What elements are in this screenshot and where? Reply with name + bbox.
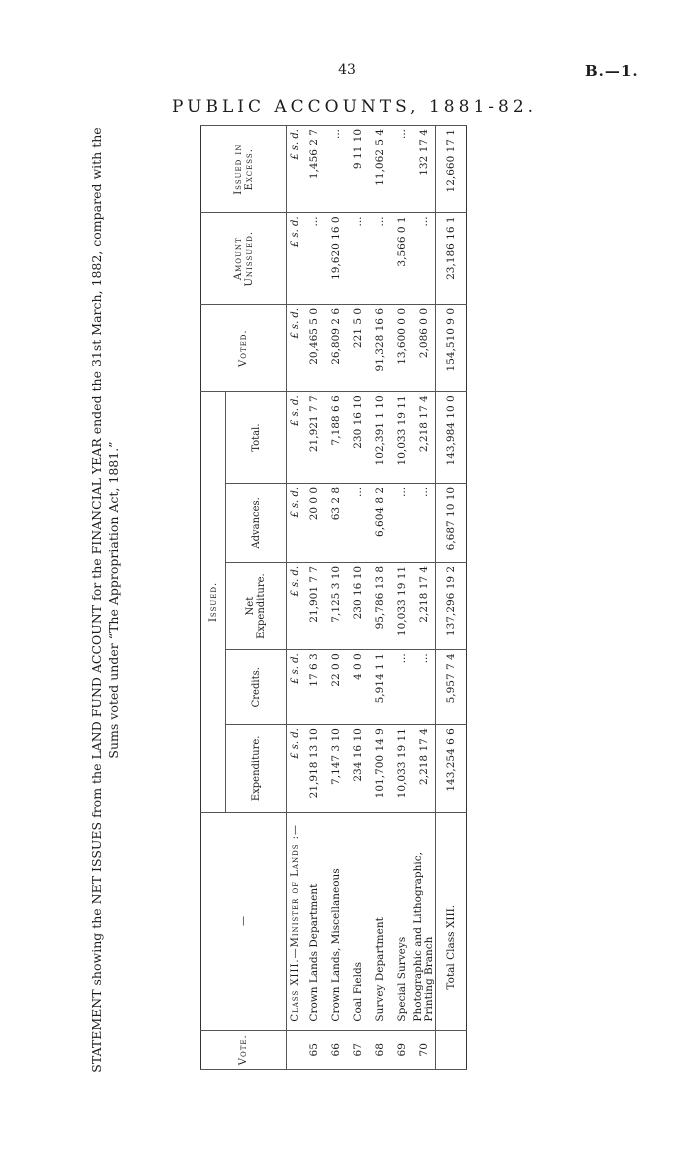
table-body [287,126,467,1070]
row-adv-value: 6,604 8 2 [369,483,391,562]
table-row [347,126,369,1070]
statement-title [88,50,122,1150]
row-exp-value: 7,147 3 10 [325,725,347,812]
total-net-value: 137,296 19 2 [436,562,467,649]
table-row [303,126,325,1070]
header-issued: Issued. [201,392,226,812]
unit-label: £ s. d. [287,562,304,649]
class-heading: Class XIII.—Minister of Lands :— [287,812,304,1030]
row-unissued-value: ... [413,213,436,305]
statement-title-line-1: STATEMENT showing the NET ISSUES from the LAND FUND ACCOUNT for the FINANCIAL YEAR ended the 31st March, 1882, compared with the [89,127,104,1073]
table-row [413,126,436,1070]
vote-number: 65 [303,1030,325,1069]
row-total-value: 230 16 10 [347,392,369,484]
row-excess-value: 11,062 5 4 [369,126,391,213]
row-voted-value: 91,328 16 6 [369,304,391,391]
row-exp-value: 101,700 14 9 [369,725,391,812]
row-cred-value: 22 0 0 [325,650,347,725]
header-expenditure: Expenditure. [226,725,287,812]
row-voted-value: 26,809 2 6 [325,304,347,391]
total-exp-value: 143,254 6 6 [436,725,467,812]
header-vote: Vote. [201,1030,287,1069]
row-adv-value: ... [347,483,369,562]
total-row [436,126,467,1070]
unit-label: £ s. d. [287,725,304,812]
vote-number: 69 [391,1030,413,1069]
row-excess-value: ... [325,126,347,213]
header-amount-unissued: Amount Unissued. [201,213,287,305]
vote-number: 66 [325,1030,347,1069]
unit-label: £ s. d. [287,650,304,725]
row-cred-value: 5,914 1 1 [369,650,391,725]
vote-number: 70 [413,1030,436,1069]
statement-title-line-2: Sums voted under “The Appropriation Act, 1881.” [106,441,121,759]
unit-label: £ s. d. [287,483,304,562]
row-exp-value: 21,918 13 10 [303,725,325,812]
row-net-value: 2,218 17 4 [413,562,436,649]
row-voted-value: 13,600 0 0 [391,304,413,391]
row-total-value: 102,391 1 10 [369,392,391,484]
unit-label: £ s. d. [287,213,304,305]
vote-number: 67 [347,1030,369,1069]
page-title: PUBLIC ACCOUNTS, 1881-82. [172,97,538,117]
row-unissued-value: ... [369,213,391,305]
table-row [391,126,413,1070]
header-voted: Voted. [201,304,287,391]
row-adv-value: ... [391,483,413,562]
row-unissued-value: 3,566 0 1 [391,213,413,305]
row-unissued-value: 19,620 16 0 [325,213,347,305]
row-description: Special Surveys [391,812,413,1030]
total-cred-value: 5,957 7 4 [436,650,467,725]
table-row [325,126,347,1070]
table-row [369,126,391,1070]
total-adv-value: 6,687 10 10 [436,483,467,562]
rotated-statement [89,125,495,1073]
row-description: Photographic and Lithographic, Printing Branch [413,812,436,1030]
row-description: Coal Fields [347,812,369,1030]
row-excess-value: 1,456 2 7 [303,126,325,213]
row-excess-value: 9 11 10 [347,126,369,213]
row-unissued-value: ... [303,213,325,305]
row-excess-value: ... [391,126,413,213]
row-net-value: 21,901 7 7 [303,562,325,649]
page-number: 43 [338,62,356,78]
row-exp-value: 10,033 19 11 [391,725,413,812]
row-total-value: 2,218 17 4 [413,392,436,484]
header-total: Total. [226,392,287,484]
header-credits: Credits. [226,650,287,725]
row-voted-value: 20,465 5 0 [303,304,325,391]
total-voted-value: 154,510 9 0 [436,304,467,391]
header-advances: Advances. [226,483,287,562]
total-label: Total Class XIII. [436,812,467,1030]
row-total-value: 7,188 6 6 [325,392,347,484]
header-net-expenditure: Net Expenditure. [226,562,287,649]
row-voted-value: 2,086 0 0 [413,304,436,391]
unit-label: £ s. d. [287,304,304,391]
row-description: Survey Department [369,812,391,1030]
row-net-value: 230 16 10 [347,562,369,649]
row-unissued-value: ... [347,213,369,305]
total-unissued-value: 23,186 16 1 [436,213,467,305]
row-net-value: 95,786 13 8 [369,562,391,649]
vote-number: 68 [369,1030,391,1069]
row-description: Crown Lands Department [303,812,325,1030]
row-adv-value: 20 0 0 [303,483,325,562]
units-row [287,126,304,1070]
header-issued-in-excess: Issued in Excess. [201,126,287,213]
row-total-value: 10,033 19 11 [391,392,413,484]
unit-label: £ s. d. [287,392,304,484]
row-total-value: 21,921 7 7 [303,392,325,484]
total-vote-cell [436,1030,467,1069]
row-net-value: 7,125 3 10 [325,562,347,649]
row-cred-value: ... [391,650,413,725]
land-fund-table [200,125,467,1070]
row-cred-value: 17 6 3 [303,650,325,725]
row-description: Crown Lands, Miscellaneous [325,812,347,1030]
row-excess-value: 132 17 4 [413,126,436,213]
row-adv-value: ... [413,483,436,562]
unit-label: £ s. d. [287,126,304,213]
total-excess-value: 12,660 17 1 [436,126,467,213]
header-description: — [201,812,287,1030]
row-exp-value: 234 16 10 [347,725,369,812]
row-cred-value: ... [413,650,436,725]
row-adv-value: 63 2 8 [325,483,347,562]
document-code: B.—1. [585,62,639,80]
total-total-value: 143,984 10 0 [436,392,467,484]
row-voted-value: 221 5 0 [347,304,369,391]
row-exp-value: 2,218 17 4 [413,725,436,812]
row-cred-value: 4 0 0 [347,650,369,725]
row-net-value: 10,033 19 11 [391,562,413,649]
